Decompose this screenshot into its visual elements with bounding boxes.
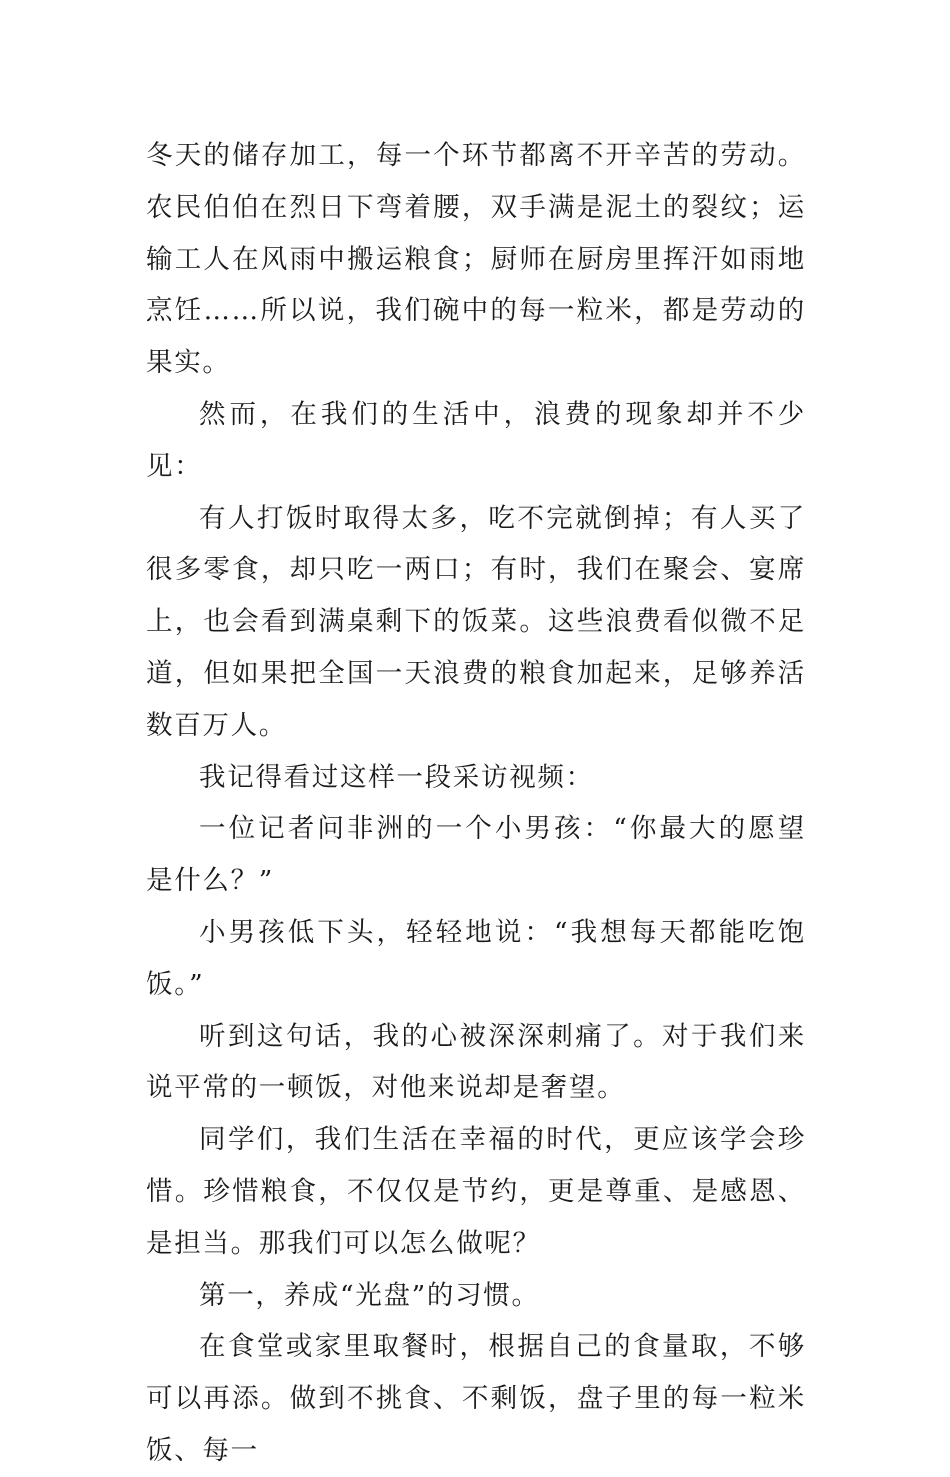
paragraph-2: 然而，在我们的生活中，浪费的现象却并不少见： (146, 398, 806, 482)
paragraph-5: 一位记者问非洲的一个小男孩：“你最大的愿望是什么？” (146, 813, 806, 897)
paragraph-4: 我记得看过这样一段采访视频： (199, 761, 594, 793)
document-page (146, 130, 806, 1477)
paragraph-9: 第一，养成“光盘”的习惯。 (199, 1279, 540, 1311)
paragraph-10: 在食堂或家里取餐时，根据自己的食量取，不够可以再添。做到不挑食、不剩饭，盘子里的每一粒米饭、每一 (146, 1331, 806, 1466)
paragraph-7: 听到这句话，我的心被深深刺痛了。对于我们来说平常的一顿饭，对他来说却是奢望。 (146, 1020, 806, 1104)
paragraph-1: 冬天的储存加工，每一个环节都离不开辛苦的劳动。农民伯伯在烈日下弯着腰，双手满是泥土的裂纹；运输工人在风雨中搬运粮食；厨师在厨房里挥汗如雨地烹饪……所以说，我们碗中的每一粒米，都是劳动的果实。 (146, 140, 806, 379)
paragraph-3: 有人打饭时取得太多，吃不完就倒掉；有人买了很多零食，却只吃一两口；有时，我们在聚会、宴席上，也会看到满桌剩下的饭菜。这些浪费看似微不足道，但如果把全国一天浪费的粮食加起来，足够养活数百万人。 (146, 502, 806, 741)
paragraph-8: 同学们，我们生活在幸福的时代，更应该学会珍惜。珍惜粮食，不仅仅是节约，更是尊重、是感恩、是担当。那我们可以怎么做呢？ (146, 1124, 806, 1259)
paragraph-6: 小男孩低下头，轻轻地说：“我想每天都能吃饱饭。” (146, 916, 806, 1000)
